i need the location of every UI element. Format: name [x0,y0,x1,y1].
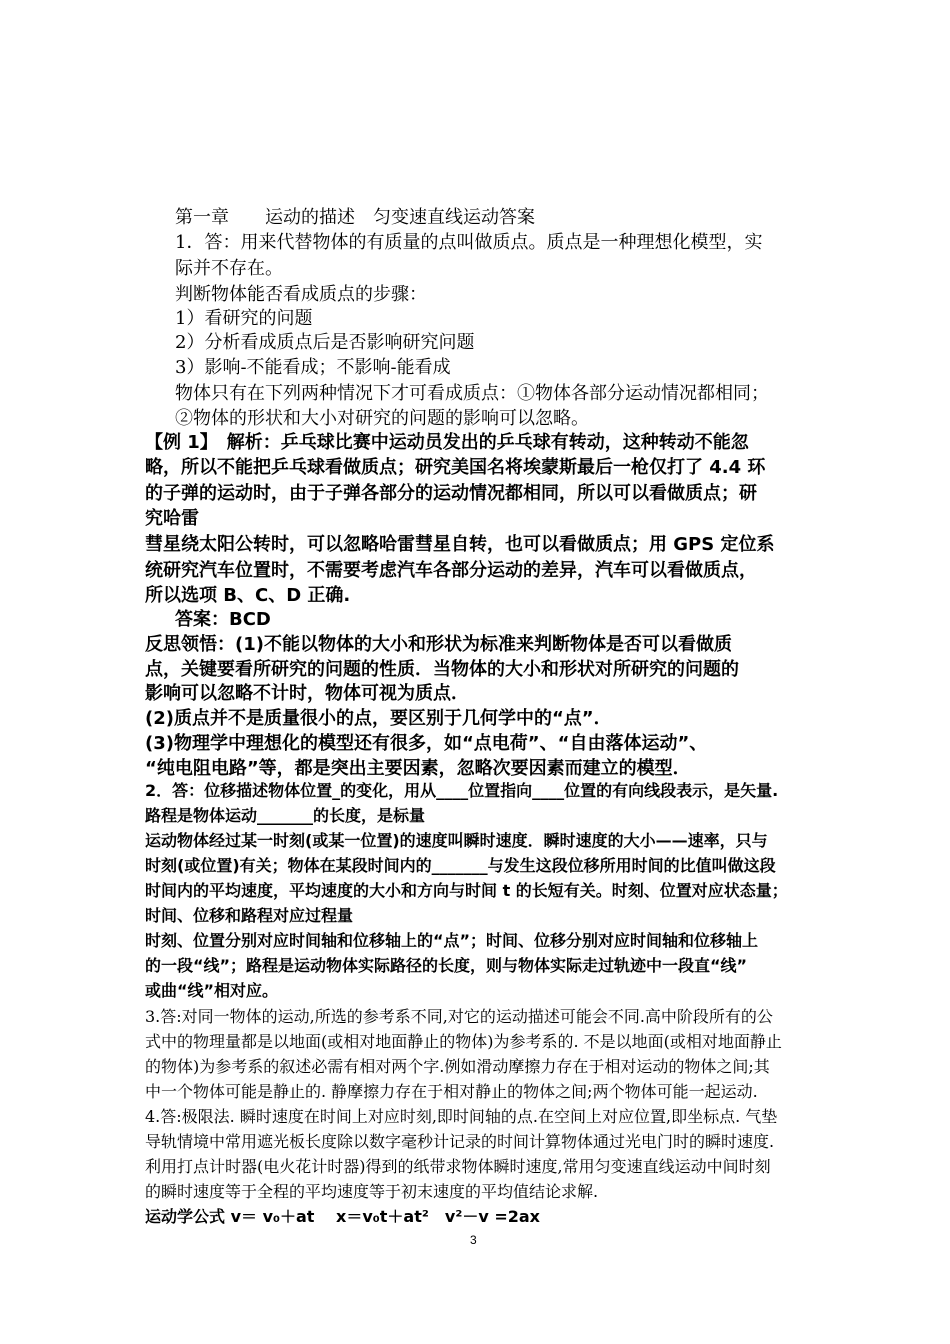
reflection-line: (2)质点并不是质量很小的点，要区别于几何学中的“点”． [145,708,612,729]
reflection-line: 影响可以忽略不计时，物体可视为质点． [145,683,469,704]
example-line: 的子弹的运动时，由于子弹各部分的运动情况都相同，所以可以看做质点；研 [145,483,757,504]
q4-line: 的瞬时速度等于全程的平均速度等于初末速度的平均值结论求解. [145,1182,599,1201]
q4-line: 利用打点计时器(电火花计时器)得到的纸带求物体瞬时速度,常用匀变速直线运动中间时刻 [145,1157,771,1176]
q2-line: 2．答：位移描述物体位置_的变化，用从____位置指向____位置的有向线段表示，是矢量. [145,781,779,800]
q1-line: 2）分析看成质点后是否影响研究问题 [175,332,475,353]
q1-line: ②物体的形状和大小对研究的问题的影响可以忽略。 [175,408,589,429]
answer-line: 答案：BCD [175,609,271,630]
q3-line: 的物体)为参考系的叙述必需有相对两个字.例如滑动摩擦力存在于相对运动的物体之间;其 [145,1057,770,1076]
example-line: 统研究汽车位置时，不需要考虑汽车各部分运动的差异，汽车可以看做质点， [145,560,757,581]
q2-line: 时刻、位置分别对应时间轴和位移轴上的“点”；时间、位移分别对应时间轴和位移轴上 [145,931,759,950]
example-line: 所以选项 B、C、D 正确. [145,585,351,606]
kinematics-formula: 运动学公式 v＝ v₀＋at x＝v₀t＋at² v²－v =2ax [145,1207,540,1226]
q3-line: 中一个物体可能是静止的. 静摩擦力存在于相对静止的物体之间;两个物体可能一起运动. [145,1082,758,1101]
example-line: 略，所以不能把乒乓球看做质点；研究美国名将埃蒙斯最后一枪仅打了 4.4 环 [145,457,766,478]
q2-line: 的一段“线”；路程是运动物体实际路径的长度，则与物体实际走过轨迹中一段直“线” [145,956,748,975]
q2-line: 时间、位移和路程对应过程量 [145,906,354,925]
q1-line: 际并不存在。 [175,258,283,279]
chapter-title: 第一章 运动的描述 匀变速直线运动答案 [175,207,535,228]
reflection-line: “纯电阻电路”等，都是突出主要因素，忽略次要因素而建立的模型． [145,758,691,779]
q2-line: 或曲“线”相对应。 [145,981,279,1000]
q1-line: 1）看研究的问题 [175,308,313,329]
q4-line: 导轨情境中常用遮光板长度除以数字毫秒计记录的时间计算物体通过光电门时的瞬时速度. [145,1132,775,1151]
example-line: 彗星绕太阳公转时，可以忽略哈雷彗星自转，也可以看做质点；用 GPS 定位系 [145,534,775,555]
example-line: 究哈雷 [145,508,199,529]
page-number: 3 [470,1233,477,1247]
q1-line: 3）影响-不能看成；不影响-能看成 [175,357,451,378]
q3-line: 3.答:对同一物体的运动,所选的参考系不同,对它的运动描述可能会不同.高中阶段所有的公 [145,1007,773,1026]
reflection-line: 点，关键要看所研究的问题的性质．当物体的大小和形状对所研究的问题的 [145,659,739,680]
q3-line: 式中的物理量都是以地面(或相对地面静止的物体)为参考系的. 不是以地面(或相对地面静止 [145,1032,782,1051]
example-line: 【例 1】 解析：乒乓球比赛中运动员发出的乒乓球有转动，这种转动不能忽 [145,432,749,453]
q2-line: 时间内的平均速度，平均速度的大小和方向与时间 t 的长短有关。时刻、位置对应状态量； [145,881,788,900]
q1-line: 判断物体能否看成质点的步骤： [175,284,427,305]
reflection-line: 反思领悟：(1)不能以物体的大小和形状为标准来判断物体是否可以看做质 [145,634,732,655]
q2-line: 路程是物体运动_______的长度，是标量 [145,806,426,825]
q4-line: 4.答:极限法. 瞬时速度在时间上对应时刻,即时间轴的点.在空间上对应位置,即坐标点. 气垫 [145,1107,778,1126]
q1-line: 1．答：用来代替物体的有质量的点叫做质点。质点是一种理想化模型，实 [175,232,763,253]
q1-line: 物体只有在下列两种情况下才可看成质点：①物体各部分运动情况都相同； [175,383,769,404]
q2-line: 时刻(或位置)有关；物体在某段时间内的_______与发生这段位移所用时间的比值叫做这段 [145,856,776,875]
q2-line: 运动物体经过某一时刻(或某一位置)的速度叫瞬时速度．瞬时速度的大小——速率，只与 [145,831,768,850]
reflection-line: (3)物理学中理想化的模型还有很多，如“点电荷”、“自由落体运动”、 [145,733,708,754]
